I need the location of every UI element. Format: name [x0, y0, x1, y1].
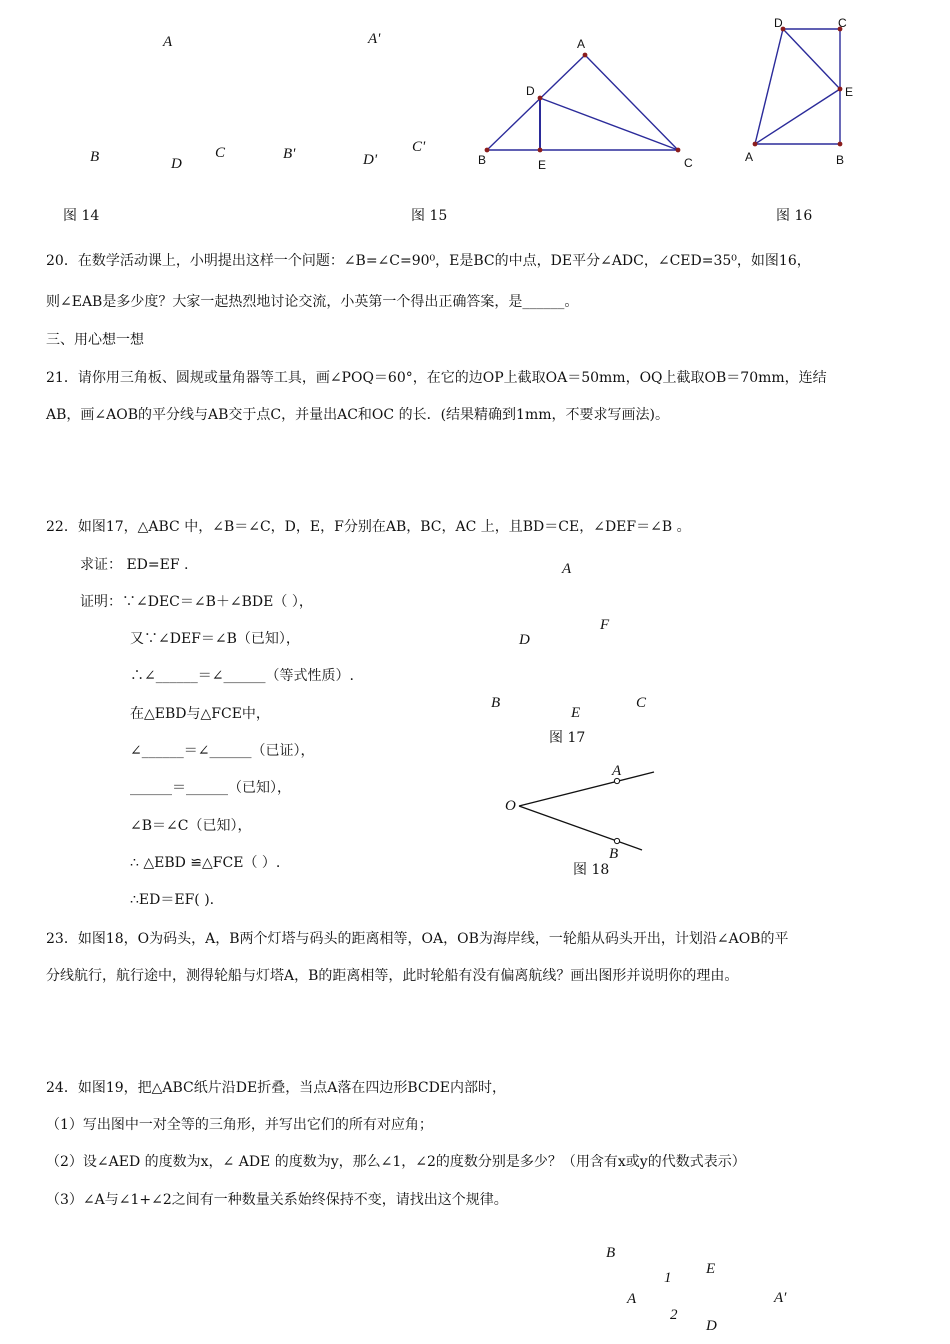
- fig15-caption: 图 15: [411, 208, 448, 224]
- q24-part-1: （1）写出图中一对全等的三角形，并写出它们的所有对应角；: [46, 1117, 433, 1133]
- fig15-label-d: D: [526, 84, 535, 98]
- q22-proof-line-8: ∴ △EBD ≌△FCE（ ）.: [130, 855, 281, 871]
- fig17-label-b: B: [491, 695, 501, 711]
- fig18-label-a: A: [612, 763, 622, 779]
- fig14-label-c: C: [215, 145, 226, 161]
- q21-line-2: AB，画∠AOB的平分线与AB交于点C，并量出AC和OC 的长．(结果精确到1mm，不要求写画法)。: [46, 407, 669, 423]
- q24-part-3: （3）∠A与∠1+∠2之间有一种数量关系始终保持不变，请找出这个规律。: [46, 1192, 508, 1208]
- q22-proof-line-6: ______＝______（已知），: [130, 780, 291, 796]
- q22-proof-line-9: ∴ED＝EF( ).: [130, 892, 215, 908]
- q23-line-1: 23．如图18，O为码头，A，B两个灯塔与码头的距离相等，OA，OB为海岸线，一轮船从码头开出，计划沿∠AOB的平: [46, 931, 789, 947]
- fig15-label-e: E: [538, 158, 547, 172]
- fig17-label-a: A: [562, 561, 572, 577]
- q22-proof-line-3: ∴∠______＝∠______（等式性质）.: [130, 668, 354, 684]
- fig19-label-angle-2: 2: [670, 1307, 678, 1323]
- fig18-ray-oa: [519, 772, 654, 806]
- fig17-label-d: D: [519, 632, 530, 648]
- q22-proof-line-7: ∠B＝∠C（已知），: [130, 818, 252, 834]
- q20-line-2: 则∠EAB是多少度？大家一起热烈地讨论交流，小英第一个得出正确答案，是______。: [46, 294, 579, 310]
- fig19-label-d: D: [706, 1318, 717, 1334]
- fig19-label-e: E: [706, 1261, 716, 1277]
- q22-proof-line-2: 又∵∠DEF＝∠B（已知），: [130, 631, 300, 647]
- fig16-label-c: C: [838, 16, 847, 30]
- fig18-caption: 图 18: [573, 862, 610, 878]
- fig16-label-b: B: [836, 153, 845, 167]
- fig16-label-a: A: [745, 150, 754, 164]
- q23-line-2: 分线航行，航行途中，测得轮船与灯塔A，B的距离相等，此时轮船有没有偏离航线？画出图形并说明你的理由。: [46, 968, 739, 984]
- fig14-label-a: A: [163, 34, 173, 50]
- fig17-label-c: C: [636, 695, 647, 711]
- q22-proof-line-4: 在△EBD与△FCE中，: [130, 706, 270, 722]
- fig15-label-b: B: [478, 153, 487, 167]
- q20-line-1: 20．在数学活动课上，小明提出这样一个问题：∠B=∠C=90⁰，E是BC的中点，DE平分∠ADC，∠CED=35⁰，如图16，: [46, 253, 811, 269]
- fig19-label-angle-1: 1: [664, 1270, 672, 1286]
- fig19-label-b: B: [606, 1245, 616, 1261]
- fig19-label-a-prime: A′: [774, 1290, 787, 1306]
- q22-proof-line-5: ∠______＝∠______（已证），: [130, 743, 315, 759]
- fig17-label-f: F: [600, 617, 610, 633]
- fig15-label-a: A: [577, 37, 586, 51]
- q24-part-2: （2）设∠AED 的度数为x，∠ ADE 的度数为y，那么∠1，∠2的度数分别是多少？（用含有x或y的代数式表示）: [46, 1154, 746, 1170]
- q22-proof-line-1: 证明：∵∠DEC＝∠B＋∠BDE（ ），: [80, 594, 313, 610]
- fig16-label-e: E: [845, 85, 854, 99]
- fig18-point-b: [614, 838, 619, 843]
- q22-stem: 22．如图17，△ABC 中，∠B＝∠C，D，E，F分别在AB，BC，AC 上，且BD＝CE，∠DEF＝∠B 。: [46, 519, 691, 535]
- q22-prove-statement: 求证： ED=EF .: [80, 557, 189, 573]
- fig14-label-b: B: [90, 149, 100, 165]
- q21-line-1: 21．请你用三角板、圆规或量角器等工具，画∠POQ＝60°，在它的边OP上截取OA＝50mm，OQ上截取OB＝70mm，连结: [46, 370, 827, 386]
- fig17-caption: 图 17: [549, 730, 586, 746]
- fig14-label-d-prime: D': [363, 152, 378, 168]
- fig14-label-b-prime: B': [283, 146, 296, 162]
- fig19-label-a: A: [627, 1291, 637, 1307]
- section-3-heading: 三、用心想一想: [46, 332, 144, 348]
- fig18-label-b: B: [609, 846, 619, 862]
- fig14-label-c-prime: C': [412, 139, 426, 155]
- fig14-label-d: D: [171, 156, 182, 172]
- fig17-label-e: E: [571, 705, 581, 721]
- fig14-caption: 图 14: [63, 208, 100, 224]
- fig18-label-o: O: [505, 798, 516, 814]
- fig16-caption: 图 16: [776, 208, 813, 224]
- q24-stem: 24．如图19，把△ABC纸片沿DE折叠，当点A落在四边形BCDE内部时，: [46, 1080, 507, 1096]
- fig16-label-d: D: [774, 16, 783, 30]
- fig14-label-a-prime: A': [368, 31, 381, 47]
- fig18-ray-ob: [519, 806, 642, 850]
- fig15-label-c: C: [684, 156, 693, 170]
